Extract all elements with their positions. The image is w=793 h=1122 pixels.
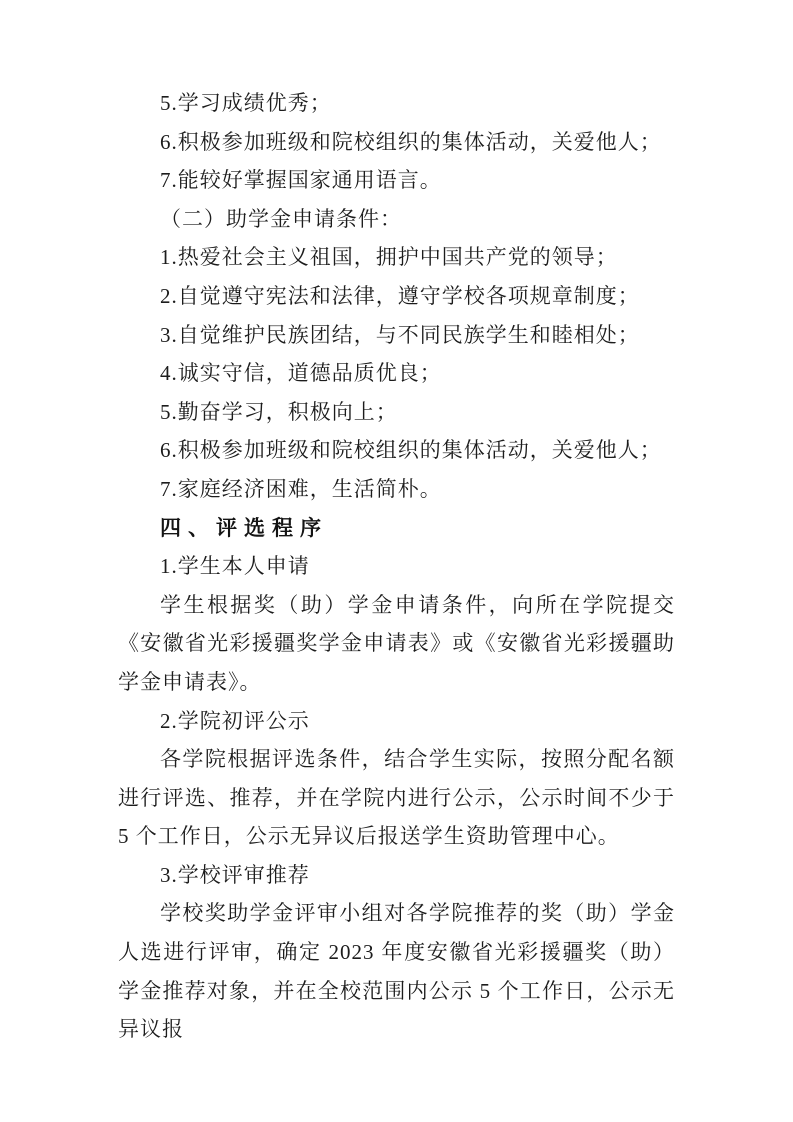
paragraph: 2.自觉遵守宪法和法律，遵守学校各项规章制度； <box>160 283 640 308</box>
paragraph: 各学院根据评选条件，结合学生实际，按照分配名额进行评选、推荐，并在学院内进行公示，公示时间不少于 5 个工作日，公示无异议后报送学生资助管理中心。 <box>118 747 675 849</box>
paragraph: 1.热爱社会主义祖国，拥护中国共产党的领导； <box>160 245 618 270</box>
paragraph: 6.积极参加班级和院校组织的集体活动，关爱他人； <box>160 129 662 154</box>
paragraph: 5.学习成绩优秀； <box>160 91 332 115</box>
paragraph: （二）助学金申请条件： <box>160 206 402 231</box>
paragraph: 7.家庭经济困难，生活简朴。 <box>160 476 442 501</box>
section-heading: 四、评选程序 <box>160 515 328 540</box>
paragraph: 学生根据奖（助）学金申请条件，向所在学院提交《安徽省光彩援疆奖学金申请表》或《安徽省光彩援疆助学金申请表》。 <box>118 592 675 694</box>
paragraph: 2.学院初评公示 <box>160 708 310 733</box>
paragraph: 3.自觉维护民族团结，与不同民族学生和睦相处； <box>160 322 640 347</box>
paragraph: 5.勤奋学习，积极向上； <box>160 399 398 424</box>
paragraph: 6.积极参加班级和院校组织的集体活动，关爱他人； <box>160 438 662 463</box>
paragraph: 学校奖助学金评审小组对各学院推荐的奖（助）学金人选进行评审，确定 2023 年度安徽省光彩援疆奖（助）学金推荐对象，并在全校范围内公示 5 个工作日，公示无异议报 <box>118 901 675 1042</box>
paragraph: 1.学生本人申请 <box>160 554 310 579</box>
paragraph: 3.学校评审推荐 <box>160 862 310 887</box>
paragraph: 7.能较好掌握国家通用语言。 <box>160 168 442 193</box>
paragraph: 4.诚实守信，道德品质优良； <box>160 361 442 386</box>
document-content <box>118 84 675 1049</box>
